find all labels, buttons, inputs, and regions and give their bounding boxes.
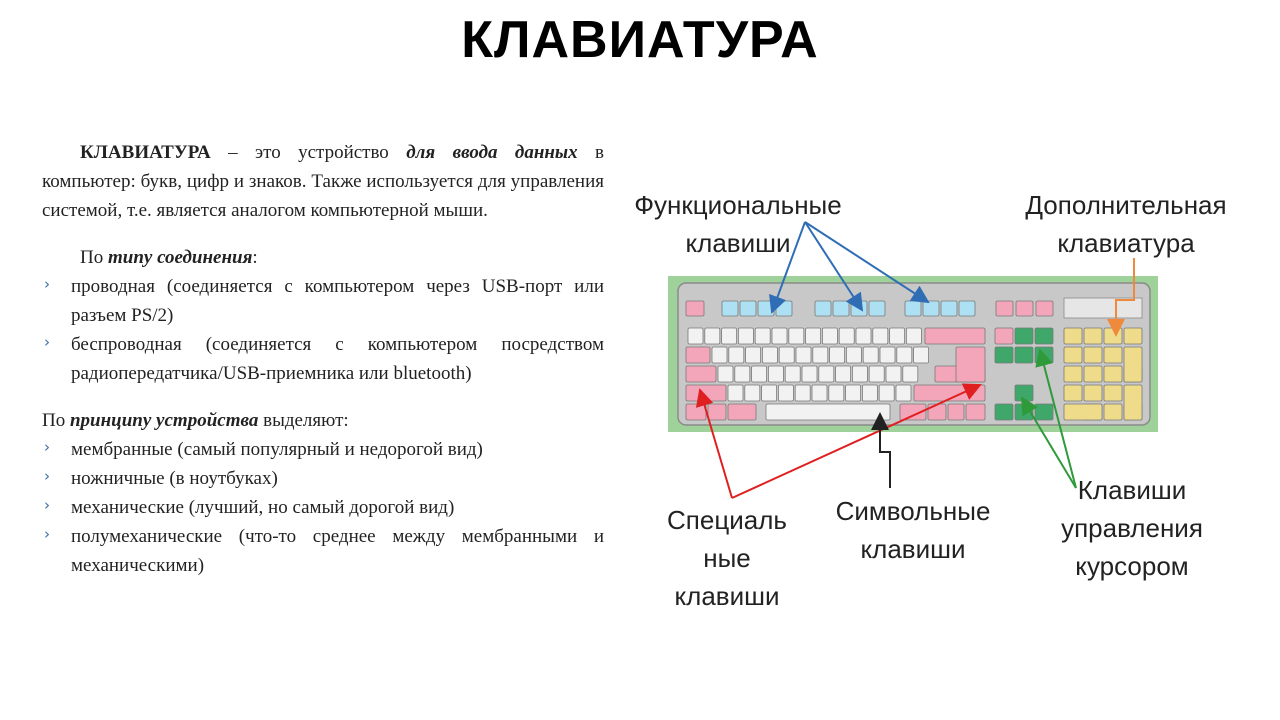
key-symbol — [738, 328, 753, 344]
key-function — [776, 301, 792, 316]
key-symbol — [752, 366, 767, 382]
connection-suffix: : — [252, 247, 258, 268]
key-numpad — [1084, 385, 1102, 401]
label-line: курсором — [1075, 551, 1189, 581]
key-symbol — [863, 347, 878, 363]
label-line: Клавиши — [1077, 475, 1187, 505]
key-symbol — [779, 347, 794, 363]
design-emphasis: принципу устройства — [69, 410, 259, 431]
key-function — [833, 301, 849, 316]
key-symbol — [802, 366, 817, 382]
intro-rest: в компьютер: букв, цифр и знаков. Также используется для управления системой, т.е. является аналогом компьютерной мыши. — [42, 142, 604, 221]
key-symbol — [886, 366, 901, 382]
key-navigation — [995, 347, 1013, 363]
key-symbol — [897, 347, 912, 363]
key-numpad — [1104, 347, 1122, 363]
list-item: › механические (лучший, но самый дорогой вид) — [42, 493, 604, 522]
design-prefix: По — [42, 410, 70, 431]
key-symbol — [718, 366, 733, 382]
key-function — [815, 301, 831, 316]
key-function — [941, 301, 957, 316]
key-function — [869, 301, 885, 316]
key-symbol — [789, 328, 804, 344]
key-function — [851, 301, 867, 316]
key-symbol — [906, 328, 921, 344]
key-esc — [686, 301, 704, 316]
key-symbol — [819, 366, 834, 382]
key-symbol — [746, 347, 761, 363]
intro-term: КЛАВИАТУРА — [80, 142, 211, 163]
label-line: Специаль — [667, 505, 787, 535]
key-function — [959, 301, 975, 316]
key-symbol — [755, 328, 770, 344]
key-arrow — [1035, 404, 1053, 420]
intro-dash: – это устройство — [210, 142, 407, 163]
key-symbol — [705, 328, 720, 344]
key-enter — [956, 347, 985, 382]
key-numpad — [1104, 328, 1122, 344]
label-line: Дополнительная — [1025, 190, 1227, 220]
key-symbol — [879, 385, 894, 401]
list-item: › ножничные (в ноутбуках) — [42, 464, 604, 493]
label-line: управления — [1061, 513, 1203, 543]
key-symbol — [813, 347, 828, 363]
key-backspace — [925, 328, 985, 344]
key-symbol — [822, 328, 837, 344]
key-numpad — [1104, 385, 1122, 401]
list-item: › беспроводная (соединяется с компьютером посредством радиопередатчика/USB-приемника или bluetooth) — [42, 330, 604, 388]
key-symbol — [812, 385, 827, 401]
key-function — [905, 301, 921, 316]
label-line: клавиши — [685, 228, 791, 258]
key-navigation — [1035, 347, 1053, 363]
key-arrow-up — [1015, 385, 1033, 401]
label-line: клавиши — [860, 534, 966, 564]
key-numpad — [1084, 328, 1102, 344]
key-symbol — [856, 328, 871, 344]
key-symbol — [846, 347, 861, 363]
key-function — [740, 301, 756, 316]
key-space — [766, 404, 890, 420]
key-numpad — [1104, 404, 1122, 420]
key-symbol — [712, 347, 727, 363]
label-cursor-keys — [1040, 471, 1224, 585]
key-navigation — [995, 328, 1013, 344]
key-symbol — [772, 328, 787, 344]
key-symbol — [745, 385, 760, 401]
label-line: ные — [703, 543, 751, 573]
key-numpad-zero — [1064, 404, 1102, 420]
key-symbol — [836, 366, 851, 382]
label-line: клавиши — [674, 581, 780, 611]
key-numpad — [1064, 366, 1082, 382]
key-symbol — [728, 385, 743, 401]
key-arrow — [995, 404, 1013, 420]
key-symbol — [722, 328, 737, 344]
key-numpad — [1084, 347, 1102, 363]
key-ctrl-right — [966, 404, 985, 420]
label-symbol-keys — [818, 492, 1008, 568]
label-line: клавиатура — [1057, 228, 1195, 258]
key-symbol — [880, 347, 895, 363]
list-item: › мембранные (самый популярный и недорогой вид) — [42, 435, 604, 464]
key-symbol — [896, 385, 911, 401]
key-system — [996, 301, 1013, 316]
key-symbol — [914, 347, 929, 363]
key-function — [722, 301, 738, 316]
key-capslock — [686, 366, 716, 382]
label-line: Символьные — [835, 496, 991, 526]
design-suffix: выделяют: — [258, 410, 349, 431]
key-win-left — [708, 404, 726, 420]
key-numpad — [1104, 366, 1122, 382]
key-symbol — [762, 347, 777, 363]
key-numpad — [1064, 385, 1082, 401]
key-system — [1036, 301, 1053, 316]
key-numpad — [1084, 366, 1102, 382]
key-symbol — [852, 366, 867, 382]
key-navigation — [1015, 347, 1033, 363]
key-symbol — [829, 385, 844, 401]
key-numpad-enter — [1124, 385, 1142, 420]
key-ctrl-left — [686, 404, 706, 420]
key-symbol — [890, 328, 905, 344]
key-symbol — [778, 385, 793, 401]
key-numpad — [1124, 328, 1142, 344]
key-symbol — [688, 328, 703, 344]
label-special-keys — [652, 501, 802, 615]
key-alt-left — [728, 404, 756, 420]
key-symbol — [796, 347, 811, 363]
key-navigation — [1035, 328, 1053, 344]
key-symbol — [762, 385, 777, 401]
key-function — [758, 301, 774, 316]
key-symbol — [846, 385, 861, 401]
key-symbol — [806, 328, 821, 344]
connection-emphasis: типу соединения — [107, 247, 253, 268]
intro-emphasis: для ввода данных — [406, 142, 578, 163]
key-shift-left — [686, 385, 726, 401]
key-symbol — [903, 366, 918, 382]
key-symbol — [785, 366, 800, 382]
key-menu — [948, 404, 964, 420]
key-numpad — [1064, 328, 1082, 344]
key-symbol — [873, 328, 888, 344]
key-symbol — [839, 328, 854, 344]
key-navigation — [1015, 328, 1033, 344]
key-symbol — [830, 347, 845, 363]
key-function — [923, 301, 939, 316]
key-symbol — [862, 385, 877, 401]
key-numpad-plus — [1124, 347, 1142, 382]
list-item: › проводная (соединяется с компьютером через USB-порт или разъем PS/2) — [42, 272, 604, 330]
label-line: Функциональные — [634, 190, 842, 220]
key-symbol — [869, 366, 884, 382]
list-item: › полумеханические (что-то среднее между мембранными и механическими) — [42, 522, 604, 580]
key-tab — [686, 347, 710, 363]
key-symbol — [768, 366, 783, 382]
key-symbol — [729, 347, 744, 363]
slide-title: КЛАВИАТУРА — [461, 11, 819, 69]
key-numpad — [1064, 347, 1082, 363]
label-numpad — [1004, 186, 1248, 262]
label-functional-keys — [612, 186, 864, 262]
key-symbol — [735, 366, 750, 382]
key-system — [1016, 301, 1033, 316]
key-symbol — [795, 385, 810, 401]
connection-prefix: По — [80, 247, 108, 268]
